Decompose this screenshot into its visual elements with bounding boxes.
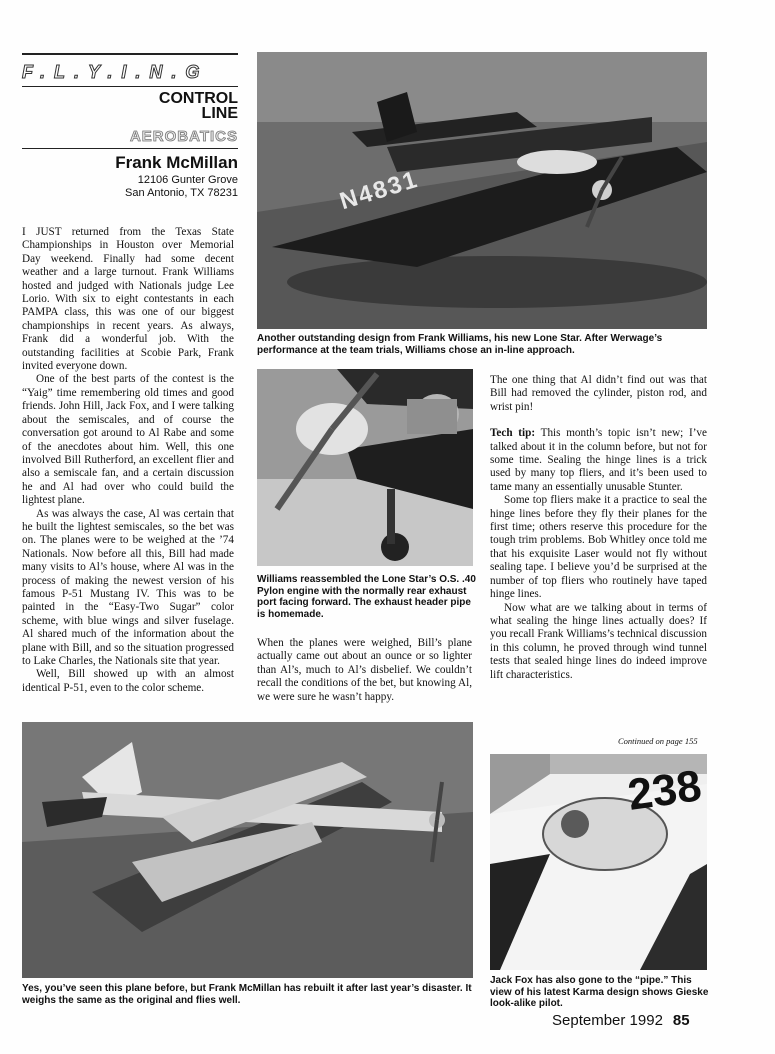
photo-lone-star — [257, 52, 707, 329]
column-title — [22, 91, 238, 121]
aircraft-number: 238 — [624, 761, 705, 820]
caption-p51: Yes, you’ve seen this plane before, but Frank McMillan has rebuilt it after last year’s disaster. It weighs the same as the original and flies well. — [22, 983, 472, 1006]
article-column-3 — [490, 374, 707, 682]
article-column-1 — [22, 226, 234, 695]
caption-engine: Williams reassembled the Lone Star’s O.S. .40 Pylon engine with the normally rear exhaust port facing forward. The exhaust header pipe is homemade. — [257, 574, 476, 620]
paragraph: As was always the case, Al was certain that he built the lightest semiscales, so the bet was on. The planes were to be weighed at the ’74 Nationals. Now before all this, Bill had made many visits to Al’s house, where Al was in the process of making the newest version of his famous P-51 Mustang IV. This was to be painted in the “Easy-Two Sugar” color scheme, with blue wings and silver fuselage. Al shared much of the information about the plane with Bill, and so the situation progressed to Lake Charles, the Nationals site that year. — [22, 507, 234, 667]
paragraph: One of the best parts of the contest is the “Yaig” time remembering old times and good friends. John Hill, Jack Fox, and I were talking about the semiscales, and of course the conversation got around to Al Rabe and some of the anecdotes about him. Well, this one involved Bill Rutherford, an excellent flier and also a semiscale fan, and a certain discussion he and Al had over who could build the lightest plane. — [22, 373, 234, 507]
section-label: F.L.Y.I.N.G — [22, 62, 209, 82]
tech-tip-label: Tech tip: — [490, 427, 536, 440]
page-number: 85 — [672, 1012, 690, 1029]
photo-karma — [490, 754, 707, 970]
tech-tip-text: This month’s topic isn’t new; I’ve talked about it in the column before, but not for some time. Sealing the hinge lines is a trick used by many top fliers, and it’s been used to tame many an essentially unusable Stunter. — [490, 427, 707, 493]
header-rule — [22, 86, 238, 87]
paragraph: When the planes were weighed, Bill’s plane actually came out about an ounce or so lighter than Al’s, much to Al’s disbelief. We couldn’t recall the conditions of the bet, but knowing Al, we were sure he wasn’t happy. — [257, 637, 472, 703]
column-title-line1: CONTROL — [158, 90, 238, 107]
paragraph: Now what are we talking about in terms of what sealing the hinge lines actually does? If you recall Frank Williams’s technical discussion in this column, he proved through wind tunnel tests that sealed hinge lines do indeed improve lift characteristics. — [490, 601, 707, 681]
article-column-2 — [257, 637, 472, 704]
author-name: Frank McMillan — [115, 153, 238, 172]
paragraph — [490, 427, 707, 494]
paragraph: Well, Bill showed up with an almost identical P-51, even to the color scheme. — [22, 668, 234, 694]
photo-p51 — [22, 722, 473, 978]
paragraph: Some top fliers make it a practice to seal the hinge lines before they fly their planes for the first time; others reserve this procedure for the tough trim problems. Bob Whitley once told me that his exquisite Laser would not fly without sealing tape. I believe you’d be surprised at the number of top fliers who routinely have taped hinge lines. — [490, 494, 707, 601]
paragraph: I JUST returned from the Texas State Championships in Houston over Memorial Day weekend. Finally had some decent weather and a large turnout. Frank Williams hosted and judged with Nationals judge Lee Lorio. With six to eight contestants in each PAMPA class, this was one of our biggest championships in recent years. As always, Frank did a wonderful job. With the outstanding facilities at Scobie Park, Frank invited everyone down. — [22, 226, 234, 373]
caption-lone-star: Another outstanding design from Frank Williams, his new Lone Star. After Werwage’s performance at the team trials, Williams chose an in-line approach. — [257, 333, 663, 356]
caption-karma: Jack Fox has also gone to the “pipe.” This view of his latest Karma design shows Gieske look-alike pilot. — [490, 975, 709, 1010]
header-top-rule — [22, 53, 238, 55]
column-subtitle: AEROBATICS — [129, 128, 238, 145]
header-rule-2 — [22, 148, 238, 149]
page-footer — [552, 1012, 690, 1029]
issue-date: September 1992 — [552, 1012, 663, 1029]
author-address-line1: 12106 Gunter Grove — [137, 174, 238, 186]
photo-engine — [257, 369, 473, 566]
paragraph: The one thing that Al didn’t find out was that Bill had removed the cylinder, piston rod, and wrist pin! — [490, 374, 707, 413]
continued-note: Continued on page 155 — [618, 736, 698, 746]
author-address-line2: San Antonio, TX 78231 — [125, 187, 238, 199]
column-title-line2: LINE — [201, 105, 238, 122]
registration-number: N4831 — [336, 165, 422, 216]
